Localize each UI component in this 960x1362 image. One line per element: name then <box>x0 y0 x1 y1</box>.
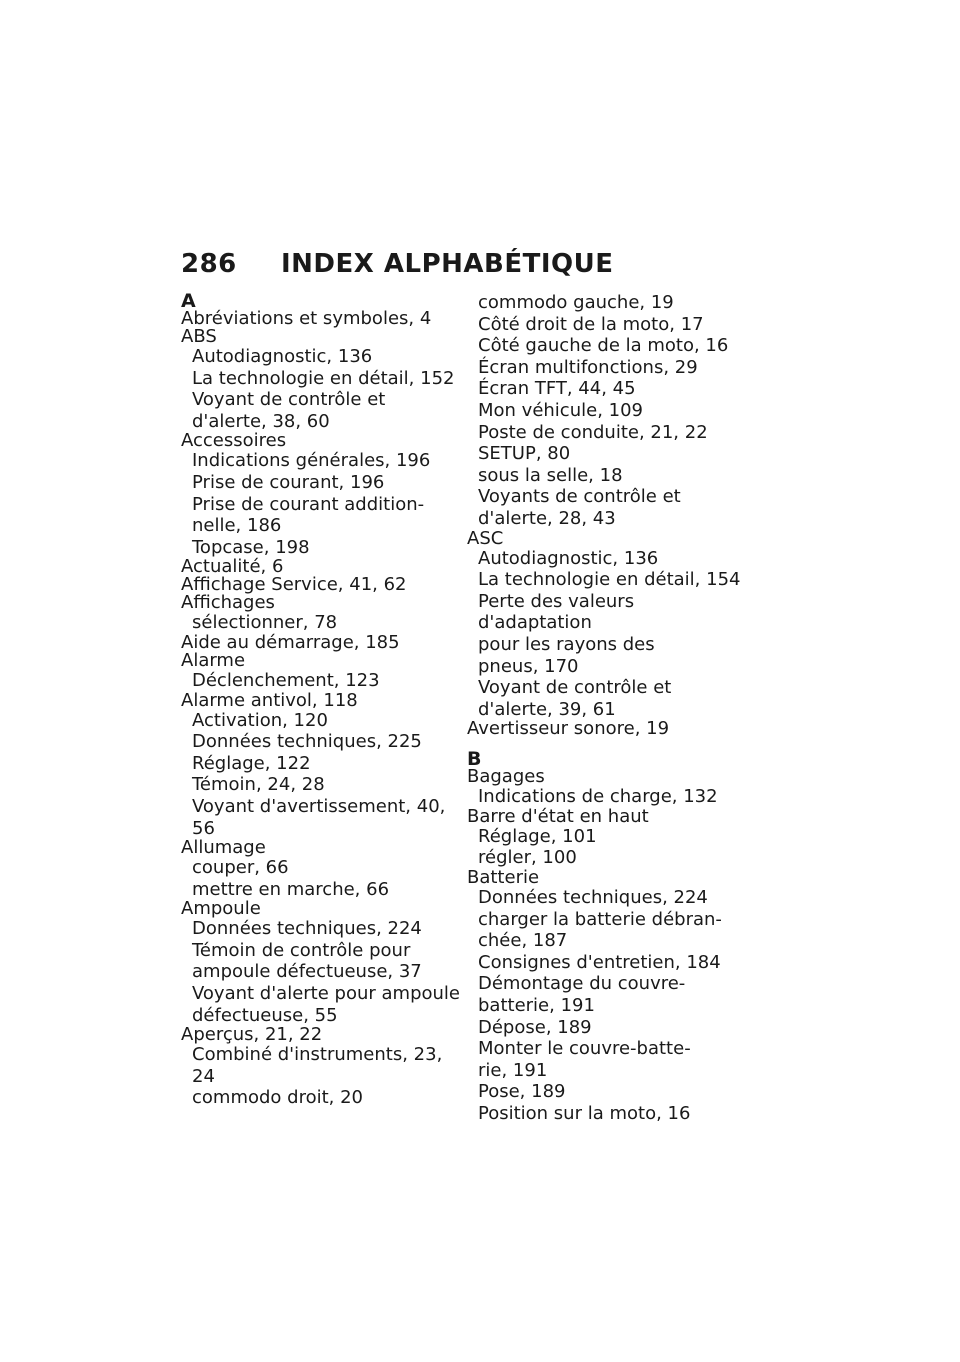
index-entry: Abréviations et symboles, 4 <box>181 308 432 329</box>
index-column-right <box>467 292 747 1125</box>
index-subentry: Voyant d'avertissement, 40, <box>192 795 446 817</box>
index-subentry: Combiné d'instruments, 23, <box>192 1044 443 1066</box>
index-subentry: d'alerte, 28, 43 <box>478 507 616 529</box>
index-entry: Bagages <box>467 766 545 788</box>
index-subentry: défectueuse, 55 <box>192 1004 338 1026</box>
index-subentry: sélectionner, 78 <box>192 612 338 634</box>
index-subentry: pneus, 170 <box>478 655 579 677</box>
index-entry: Barre d'état en haut <box>467 805 649 827</box>
index-subentry: Indications de charge, 132 <box>478 786 718 808</box>
index-subentry: batterie, 191 <box>478 995 595 1017</box>
index-subentry: Écran TFT, 44, 45 <box>478 378 636 400</box>
index-subentry: d'alerte, 39, 61 <box>478 698 616 720</box>
index-subentry: Autodiagnostic, 136 <box>478 547 659 569</box>
index-subentry: Consignes d'entretien, 184 <box>478 951 721 973</box>
index-subentry: Données techniques, 225 <box>192 731 422 753</box>
index-subentry: sous la selle, 18 <box>478 464 623 486</box>
index-subentry: SETUP, 80 <box>478 443 571 465</box>
page-title: INDEX ALPHABÉTIQUE <box>281 249 614 279</box>
index-subentry: Voyant de contrôle et <box>192 389 386 411</box>
index-subentry: Écran multifonctions, 29 <box>478 356 698 378</box>
index-subentry: d'alerte, 38, 60 <box>192 410 330 432</box>
index-subentry: rie, 191 <box>478 1059 548 1081</box>
index-subentry: Perte des valeurs d'adaptation <box>478 590 635 634</box>
index-subentry: Réglage, 122 <box>192 752 311 774</box>
index-subentry: Démontage du couvre- <box>478 973 686 995</box>
index-subentry: commodo gauche, 19 <box>478 292 674 313</box>
index-subentry: pour les rayons des <box>478 633 655 655</box>
index-subentry: Autodiagnostic, 136 <box>192 346 373 367</box>
index-subentry: Mon véhicule, 109 <box>478 399 643 421</box>
index-subentry: Témoin de contrôle pour <box>192 939 411 961</box>
index-subentry: Prise de courant, 196 <box>192 471 385 493</box>
index-entry: Actualité, 6 <box>181 556 284 578</box>
index-entry: Aide au démarrage, 185 <box>181 631 400 653</box>
index-subentry: Prise de courant addition- <box>192 493 425 515</box>
index-subentry: Pose, 189 <box>478 1081 566 1103</box>
index-subentry: Position sur la moto, 16 <box>478 1103 691 1124</box>
index-entry: Batterie <box>467 867 540 889</box>
index-subentry: Côté droit de la moto, 17 <box>478 313 704 335</box>
page-number: 286 <box>181 249 237 279</box>
index-subentry: Déclenchement, 123 <box>192 669 380 691</box>
index-subentry: commodo droit, 20 <box>192 1087 363 1109</box>
index-subentry: charger la batterie débran- <box>478 908 722 930</box>
index-subentry: mettre en marche, 66 <box>192 878 390 900</box>
index-subentry: Voyants de contrôle et <box>478 486 681 508</box>
index-subentry: Voyant de contrôle et <box>478 677 672 699</box>
index-subentry: Monter le couvre-batte- <box>478 1038 691 1060</box>
index-subentry: 56 <box>192 817 215 839</box>
index-subentry: Indications générales, 196 <box>192 450 431 472</box>
index-entry: Allumage <box>181 837 266 859</box>
index-subentry: chée, 187 <box>478 930 568 952</box>
index-subentry: Poste de conduite, 21, 22 <box>478 421 708 443</box>
index-subentry: Dépose, 189 <box>478 1016 592 1038</box>
index-subentry: Données techniques, 224 <box>478 887 708 909</box>
index-entry: ABS <box>181 326 217 347</box>
index-section-letter: A <box>181 290 196 312</box>
index-subentry: régler, 100 <box>478 847 577 869</box>
index-entry: Aperçus, 21, 22 <box>181 1024 323 1046</box>
index-subentry: La technologie en détail, 154 <box>478 569 741 591</box>
index-subentry: 24 <box>192 1065 215 1087</box>
index-entry: Affichage Service, 41, 62 <box>181 574 407 596</box>
index-subentry: nelle, 186 <box>192 515 282 537</box>
index-subentry: Côté gauche de la moto, 16 <box>478 335 729 357</box>
index-subentry: Réglage, 101 <box>478 825 597 847</box>
index-entry: Alarme antivol, 118 <box>181 689 358 711</box>
page-header <box>181 244 613 284</box>
index-subentry: Activation, 120 <box>192 709 328 731</box>
index-entry: Alarme <box>181 649 246 671</box>
index-entry: Avertisseur sonore, 19 <box>467 718 670 740</box>
index-entry: Affichages <box>181 592 275 614</box>
index-subentry: Témoin, 24, 28 <box>192 774 325 796</box>
index-column-left <box>181 292 461 1109</box>
index-subentry: La technologie en détail, 152 <box>192 367 455 389</box>
index-subentry: Voyant d'alerte pour ampoule <box>192 983 460 1005</box>
index-entry: ASC <box>467 527 504 549</box>
index-subentry: couper, 66 <box>192 857 289 879</box>
index-subentry: ampoule défectueuse, 37 <box>192 961 422 983</box>
index-section-letter: B <box>467 748 482 771</box>
index-entry: Accessoires <box>181 430 287 452</box>
index-subentry: Données techniques, 224 <box>192 918 422 940</box>
index-entry: Ampoule <box>181 898 261 920</box>
index-subentry: Topcase, 198 <box>192 536 310 558</box>
